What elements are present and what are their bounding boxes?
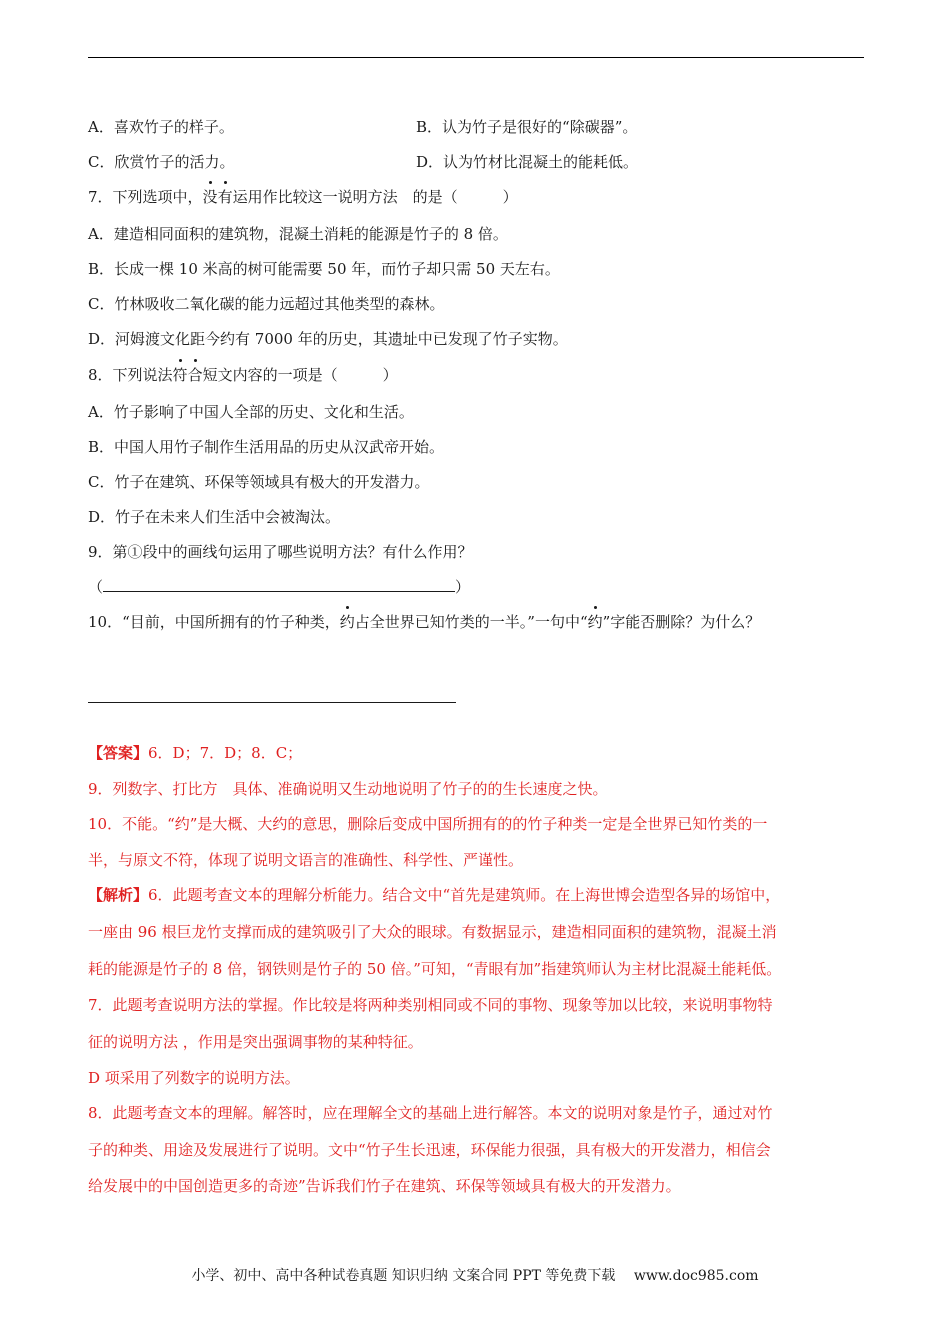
header-rule (88, 57, 864, 58)
q8-option-b: B．中国人用竹子制作生活用品的历史从汉武帝开始。 (88, 438, 445, 456)
answer-10-line2: 半，与原文不符，体现了说明文语言的准确性、科学性、严谨性。 (88, 851, 524, 869)
page-footer: 小学、初中、高中各种试卷真题 知识归纳 文案合同 PPT 等免费下载 www.doc985.com (191, 1268, 759, 1284)
q8-option-a: A．竹子影响了中国人全部的历史、文化和生活。 (88, 403, 414, 421)
analysis-8-line2: 子的种类、用途及发展进行了说明。文中“竹子生长迅速，环保能力很强，具有极大的开发潜力，相信会 (88, 1141, 771, 1159)
analysis-7-line3: D 项采用了列数字的说明方法。 (88, 1069, 300, 1087)
q7-option-b: B．长成一棵 10 米高的树可能需要 50 年，而竹子却只需 50 天左右。 (88, 260, 560, 278)
q9-stem: 9．第①段中的画线句运用了哪些说明方法？有什么作用？ (88, 543, 473, 561)
q6-option-d: D．认为竹材比混凝土的能耗低。 (416, 153, 639, 171)
q6-option-c: C．欣赏竹子的活力。 (88, 153, 235, 171)
answer-9: 9．列数字、打比方 具体、准确说明又生动地说明了竹子的的生长速度之快。 (88, 780, 608, 798)
emphasis-char: 有 (217, 188, 233, 206)
q7-option-c: C．竹林吸收二氧化碳的能力远超过其他类型的森林。 (88, 295, 445, 313)
analysis-6-line2: 一座由 96 根巨龙竹支撑而成的建筑吸引了大众的眼球。有数据显示，建造相同面积的建筑物，混凝土消 (88, 923, 777, 941)
analysis-7-line1: 7．此题考查说明方法的掌握。作比较是将两种类别相同或不同的事物、现象等加以比较，来说明事物特 (88, 996, 773, 1014)
q6-option-a: A．喜欢竹子的样子。 (88, 118, 234, 136)
q7-stem: 7．下列选项中，没有运用作比较这一说明方法 的是（ ） (88, 188, 518, 206)
emphasis-char: 符 (172, 366, 188, 384)
emphasis-char: 没 (202, 188, 218, 206)
emphasis-char: 合 (187, 366, 203, 384)
q9-answer-blank: （ ） (88, 578, 471, 596)
analysis-8-line3: 给发展中的中国创造更多的奇迹”告诉我们竹子在建筑、环保等领域具有极大的开发潜力。 (88, 1177, 681, 1195)
analysis-8-line1: 8．此题考查文本的理解。解答时，应在理解全文的基础上进行解答。本文的说明对象是竹子，通过对竹 (88, 1104, 773, 1122)
analysis-label: 【解析】 (88, 886, 149, 904)
q10-answer-line (88, 702, 456, 703)
q7-option-d: D．河姆渡文化距今约有 7000 年的历史，其遗址中已发现了竹子实物。 (88, 330, 568, 348)
q6-option-b: B．认为竹子是很好的“除碳器”。 (416, 118, 638, 136)
analysis-6-line3: 耗的能源是竹子的 8 倍，钢铁则是竹子的 50 倍。”可知，“青眼有加”指建筑师认为主材比混凝土能耗低。 (88, 960, 782, 978)
analysis-6-line1: 【解析】6．此题考查文本的理解分析能力。结合文中“首先是建筑师。在上海世博会造型各异的场馆中， (88, 886, 781, 904)
q8-option-d: D．竹子在未来人们生活中会被淘汰。 (88, 508, 341, 526)
q10-stem: 10．“目前，中国所拥有的竹子种类，约占全世界已知竹类的一半。”一句中“约”字能否删除？为什么？ (88, 613, 761, 631)
emphasis-char: 约 (587, 613, 603, 631)
q8-option-c: C．竹子在建筑、环保等领域具有极大的开发潜力。 (88, 473, 430, 491)
q8-stem: 8．下列说法符合短文内容的一项是（ ） (88, 366, 398, 384)
emphasis-char: 约 (339, 613, 355, 631)
fill-in-line (103, 576, 455, 592)
answer-label: 【答案】 (88, 744, 149, 762)
analysis-7-line2: 征的说明方法 ，作用是突出强调事物的某种特征。 (88, 1033, 423, 1051)
answer-10-line1: 10．不能。“约”是大概、大约的意思，删除后变成中国所拥有的的竹子种类一定是全世界已知竹类的一 (88, 815, 768, 833)
q7-option-a: A．建造相同面积的建筑物，混凝土消耗的能源是竹子的 8 倍。 (88, 225, 508, 243)
answer-summary: 【答案】6．D；7．D；8．C； (88, 744, 303, 762)
